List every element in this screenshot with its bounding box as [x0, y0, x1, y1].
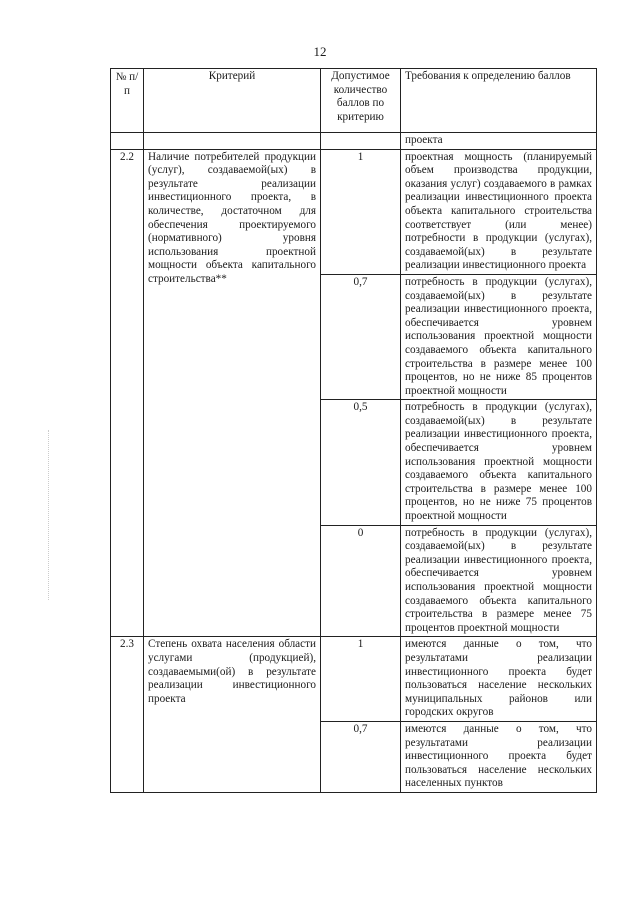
table-row [111, 637, 597, 722]
header-criterion: Критерий [144, 69, 321, 133]
criterion-text: Степень охвата населения области услугами (продукцией), создаваемыми(ой) в результате реализации инвестиционного проекта [144, 637, 321, 793]
score-value: 1 [321, 149, 401, 274]
table-row-carryover [111, 133, 597, 150]
table-row [111, 149, 597, 274]
score-value: 0,5 [321, 400, 401, 525]
requirement-text: потребность в продукции (услугах), создаваемой(ых) в результате реализации инвестиционного проекта, обеспечивается уровнем использования проектной мощности создаваемого объекта капитального строительства в размере менее 100 процентов, но не ниже 75 процентов проектной мощности [401, 400, 597, 525]
cell-empty [321, 133, 401, 150]
header-requirements: Требования к определению баллов [401, 69, 597, 133]
requirement-text: потребность в продукции (услугах), создаваемой(ых) в результате реализации инвестиционного проекта, обеспечивается уровнем использования проектной мощности создаваемого объекта капитального строительства в размере менее 100 процентов, но не ниже 85 процентов проектной мощности [401, 274, 597, 399]
header-score: Допустимое количество баллов по критерию [321, 69, 401, 133]
requirement-text: проектная мощность (планируемый объем производства продукции, оказания услуг) создаваемого в рамках реализации инвестиционного проекта объекта капитального строительства соответствует (или менее) потребности в продукции (услугах), создаваемой(ых) в результате реализации инвестиционного проекта [401, 149, 597, 274]
score-value: 0,7 [321, 721, 401, 792]
score-value: 0 [321, 525, 401, 637]
score-value: 0,7 [321, 274, 401, 399]
scan-margin-mark [48, 430, 50, 600]
criterion-text: Наличие потребителей продукции (услуг), создаваемой(ых) в результате реализации инвестиционного проекта, в количестве, достаточном для обеспечения проектируемого (нормативного) уровня использования проектной мощности объекта капитального строительства** [144, 149, 321, 637]
criteria-table [110, 68, 597, 793]
cell-empty [111, 133, 144, 150]
table-header-row [111, 69, 597, 133]
row-number: 2.3 [111, 637, 144, 793]
requirement-text: имеются данные о том, что результатами реализации инвестиционного проекта будет пользоваться население нескольких муниципальных районов или городских округов [401, 637, 597, 722]
requirement-text: имеются данные о том, что результатами реализации инвестиционного проекта будет пользоваться население нескольких населенных пунктов [401, 721, 597, 792]
requirement-text: потребность в продукции (услугах), создаваемой(ых) в результате реализации инвестиционного проекта, обеспечивается уровнем использования проектной мощности создаваемого объекта капитального строительства в размере менее 75 процентов проектной мощности [401, 525, 597, 637]
carryover-text: проекта [401, 133, 597, 150]
row-number: 2.2 [111, 149, 144, 637]
score-value: 1 [321, 637, 401, 722]
page-number: 12 [313, 44, 327, 59]
cell-empty [144, 133, 321, 150]
header-num: № п/п [111, 69, 144, 133]
